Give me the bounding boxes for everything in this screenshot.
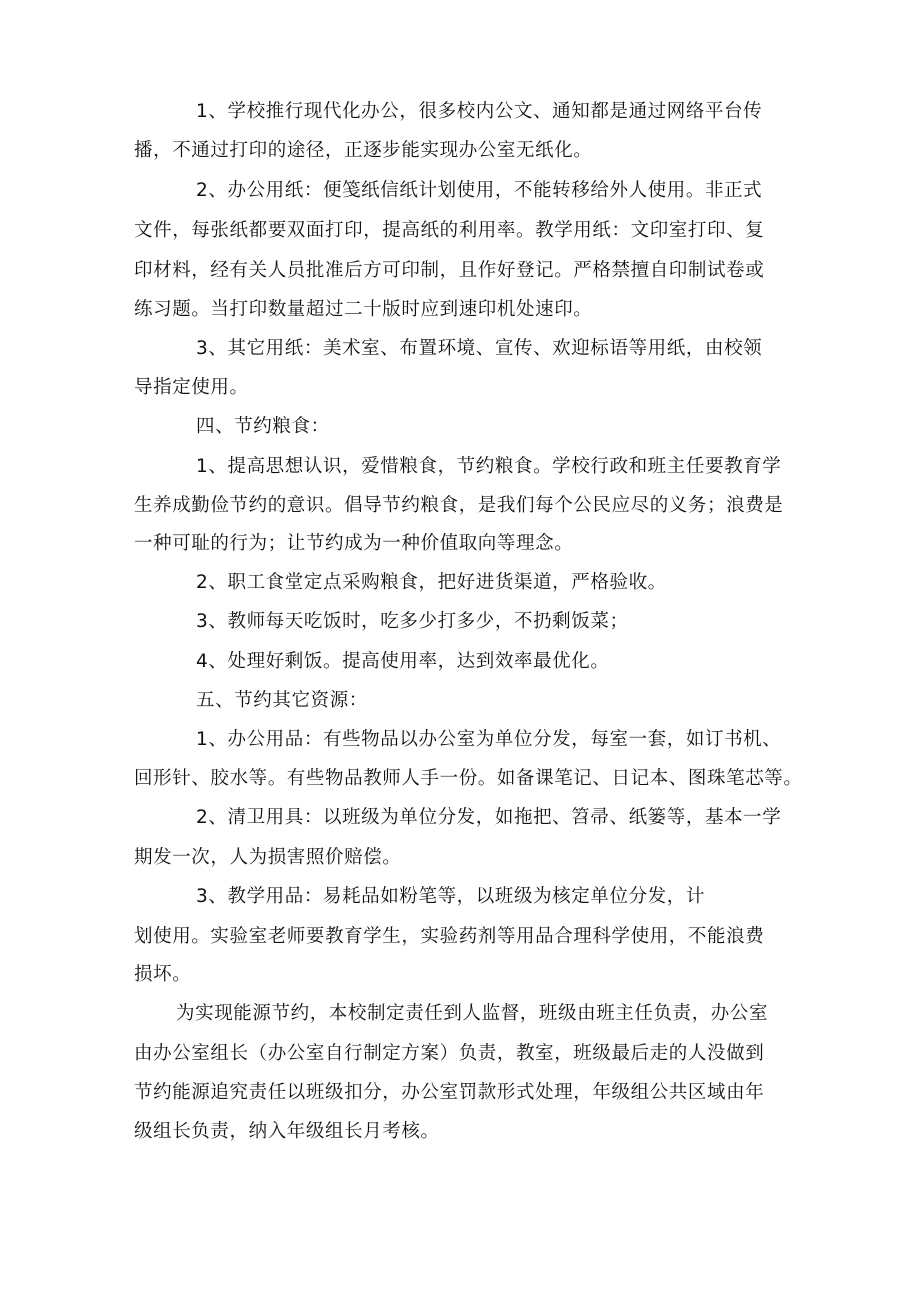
paragraph-line: 1、提高思想认识，爱惜粮食，节约粮食。学校行政和班主任要教育学 (196, 456, 782, 477)
paragraph-line: 2、办公用纸：便笺纸信纸计划使用，不能转移给外人使用。非正式 (196, 180, 763, 201)
paragraph-line: 一种可耻的行为；让节约成为一种价值取向等理念。 (134, 533, 574, 554)
paragraph-line: 3、教学用品：易耗品如粉笔等，以班级为核定单位分发，计 (196, 886, 705, 907)
section-heading: 四、节约粮食： (196, 416, 330, 437)
paragraph-line: 3、教师每天吃饭时，吃多少打多少，不扔剩饭菜； (196, 611, 629, 632)
paragraph-line: 练习题。当打印数量超过二十版时应到速印机处速印。 (134, 299, 593, 320)
paragraph-line: 损坏。 (134, 964, 192, 985)
paragraph-line: 划使用。实验室老师要教育学生，实验药剂等用品合理科学使用，不能浪费 (134, 926, 765, 947)
paragraph-line: 节约能源追究责任以班级扣分，办公室罚款形式处理，年级组公共区域由年 (134, 1082, 765, 1103)
section-heading: 五、节约其它资源： (196, 690, 368, 711)
paragraph-line: 文件，每张纸都要双面打印，提高纸的利用率。教学用纸：文印室打印、复 (134, 220, 765, 241)
paragraph-line: 播，不通过打印的途径，正逐步能实现办公室无纸化。 (134, 140, 593, 161)
paragraph-line: 回形针、胶水等。有些物品教师人手一份。如备课笔记、日记本、图珠笔芯等。 (134, 768, 803, 789)
paragraph-line: 3、其它用纸：美术室、布置环境、宣传、欢迎标语等用纸，由校领 (196, 338, 763, 359)
paragraph-line: 生养成勤俭节约的意识。倡导节约粮食，是我们每个公民应尽的义务；浪费是 (134, 495, 784, 516)
paragraph-line: 由办公室组长（办公室自行制定方案）负责，教室，班级最后走的人没做到 (134, 1043, 765, 1064)
paragraph-line: 2、职工食堂定点采购粮食，把好进货渠道，严格验收。 (196, 572, 667, 593)
paragraph-line: 2、清卫用具：以班级为单位分发，如拖把、笤帚、纸篓等，基本一学 (196, 807, 782, 828)
paragraph-line: 1、学校推行现代化办公，很多校内公文、通知都是通过网络平台传 (196, 101, 763, 122)
paragraph-line: 级组长负责，纳入年级组长月考核。 (134, 1121, 440, 1142)
paragraph-line: 期发一次，人为损害照价赔偿。 (134, 847, 402, 868)
paragraph-line: 为实现能源节约，本校制定责任到人监督，班级由班主任负责，办公室 (176, 1003, 769, 1024)
paragraph-line: 4、处理好剩饭。提高使用率，达到效率最优化。 (196, 651, 610, 672)
paragraph-line: 导指定使用。 (134, 377, 249, 398)
paragraph-line: 1、办公用品：有些物品以办公室为单位分发，每室一套，如订书机、 (196, 729, 782, 750)
paragraph-line: 印材料，经有关人员批准后方可印制，且作好登记。严格禁擅自印制试卷或 (134, 260, 765, 281)
